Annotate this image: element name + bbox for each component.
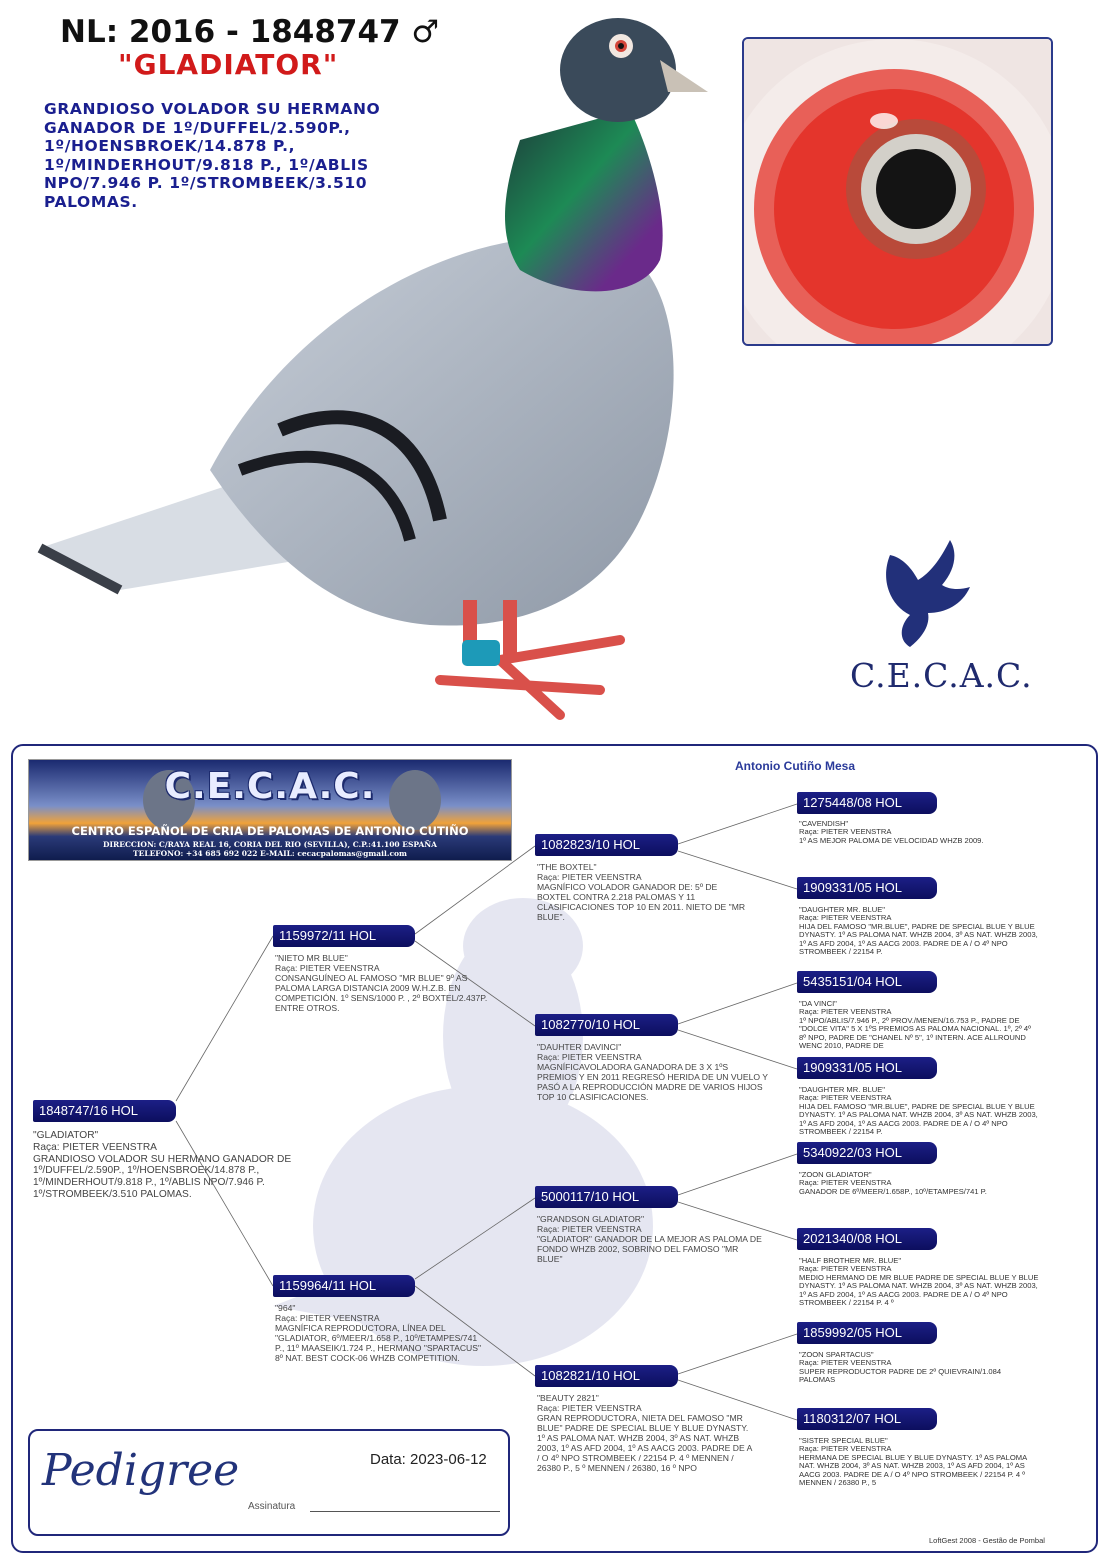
- gen4-ring: 1909331/05 HOL: [797, 1057, 937, 1079]
- gen4-line: SUPER REPRODUCTOR PADRE DE 2º QUIEVRAIN/1.084 PALOMAS: [799, 1366, 1002, 1385]
- dam-line: MAGNÍFICA REPRODUCTORA, LÍNEA DEL "GLADIATOR, 6º/MEER/1.658 P., 10º/ETAMPES/741 P., 11º MAASEIK/1.724 P., HERMANO "SPARTACUS" 8º NAT. BEST COCK-06 WHZB COMPETITION.: [275, 1323, 482, 1363]
- gen4-line: Raça: PIETER VEENSTRA: [799, 1358, 892, 1368]
- subject-line: Raça: PIETER VEENSTRA: [33, 1141, 157, 1153]
- dam-line: "964": [275, 1303, 296, 1313]
- ds-ring: 5000117/10 HOL: [535, 1186, 678, 1208]
- sire-info: [275, 953, 495, 1013]
- gen4-line: "ZOON GLADIATOR": [799, 1170, 872, 1179]
- dd-line: Raça: PIETER VEENSTRA: [537, 1403, 642, 1413]
- dd-ring: 1082821/10 HOL: [535, 1365, 678, 1387]
- gen4-ring: 2021340/08 HOL: [797, 1228, 937, 1250]
- gen4-ring: 5340922/03 HOL: [797, 1142, 937, 1164]
- dam-info: [275, 1303, 485, 1363]
- subject-line: "GLADIATOR": [33, 1130, 99, 1141]
- ds-info: [537, 1214, 762, 1264]
- sire-line: CONSANGUÍNEO AL FAMOSO "MR BLUE" 9º AS PALOMA LARGA DISTANCIA 2009 W.H.Z.B. EN COMPETICIÓN. 1º SENS/1000 P. , 2º BOXTEL/2.437P. ENTRE OTROS.: [275, 973, 488, 1013]
- gen4-info: [799, 820, 1039, 845]
- gen4-line: GANADOR DE 6º/MEER/1.658P., 10º/ETAMPES/741 P.: [799, 1186, 987, 1196]
- sire-ring: 1159972/11 HOL: [273, 925, 415, 947]
- subject-ring: 1848747/16 HOL: [33, 1100, 176, 1122]
- pedigree-date: Data: 2023-06-12: [370, 1451, 487, 1468]
- dd-info: [537, 1393, 755, 1473]
- ss-line: "THE BOXTEL": [537, 862, 597, 872]
- banner-address-line: DIRECCION: C/RAYA REAL 16, CORIA DEL RIO (SEVILLA), C.P.:41.100 ESPAÑA: [103, 840, 437, 849]
- gen4-line: "ZOON SPARTACUS": [799, 1350, 874, 1359]
- gen4-ring: 1275448/08 HOL: [797, 792, 937, 814]
- gen4-info: [799, 1257, 1039, 1307]
- gen4-line: Raça: PIETER VEENSTRA: [799, 827, 892, 837]
- sd-line: "DAUHTER DAVINCI": [537, 1042, 622, 1052]
- ss-line: Raça: PIETER VEENSTRA: [537, 872, 642, 882]
- hero-logo-text: C.E.C.A.C.: [850, 656, 1033, 695]
- eye-drawing: [744, 39, 1053, 346]
- gen4-line: 1º NPO/ABLIS/7.946 P., 2º PROV./MENEN/16.753 P., PADRE DE "DOLCE VITA" 5 X 1ºS PREMIOS AS PALOMA NACIONAL. 1º, 2º 4º 8º NPO, PADRE DE "CHANEL Nº 5", 1º INTERN. ACE ALLROUND WENC 2010, PADRE DE: [799, 1015, 1031, 1051]
- sd-info: [537, 1042, 769, 1102]
- gen4-line: 1º AS MEJOR PALOMA DE VELOCIDAD WHZB 2009.: [799, 835, 984, 845]
- sire-line: Raça: PIETER VEENSTRA: [275, 963, 380, 973]
- gen4-line: Raça: PIETER VEENSTRA: [799, 1007, 892, 1017]
- dove-logo-icon: [870, 535, 980, 655]
- gen4-ring: 1180312/07 HOL: [797, 1408, 937, 1430]
- dam-line: Raça: PIETER VEENSTRA: [275, 1313, 380, 1323]
- ss-info: [537, 862, 747, 922]
- ds-line: "GLADIATOR" GANADOR DE LA MEJOR AS PALOMA DE FONDO WHZB 2002, SOBRINO DEL FAMOSO "MR BLUE": [537, 1234, 762, 1264]
- dd-line: GRAN REPRODUCTORA, NIETA DEL FAMOSO "MR BLUE" PADRE DE SPECIAL BLUE Y BLUE DYNASTY. 1º AS PALOMA NAT. WHZB 2004, 3º AS NAT. WHZB 2003, 1º AS AFD 2004, 1º AS AACG 2003. PADRE DE A / O 4º NPO STROMBEEK / 22154 P. 4 º MENNEN / 26380 P., 5 º MENNEN / 26380, 16 º NPO: [537, 1413, 752, 1473]
- sd-line: MAGNÍFICAVOLADORA GANADORA DE 3 X 1ºS PREMIOS Y EN 2011 REGRESÓ HERIDA DE UN VUELO Y PASÓ A LA REPRODUCCIÓN MADRE DE VARIOS HIJOS TOP 10 CLASIFICACIONES.: [537, 1062, 768, 1102]
- gen4-line: "CAVENDISH": [799, 819, 849, 828]
- gen4-line: HIJA DEL FAMOSO "MR.BLUE", PADRE DE SPECIAL BLUE Y BLUE DYNASTY. 1º AS PALOMA NAT. WHZB 2004, 3º AS NAT. WHZB 2003, 1º AS AFD 2004, 1º AS AACG 2003. PADRE DE A / O 4º NPO STROMBEEK / 22154 P.: [799, 1101, 1038, 1137]
- gen4-line: HERMANA DE SPECIAL BLUE Y BLUE DYNASTY. 1º AS PALOMA NAT. WHZB 2004, 3º AS NAT. WHZB 2003, 1º AS AFD 2004, 1º AS AACG 2003. PADRE DE A / O 4º NPO STROMBEEK / 22154 P. 4 º MENNEN / 26380 P., 5: [799, 1452, 1027, 1488]
- gen4-line: Raça: PIETER VEENSTRA: [799, 1264, 892, 1274]
- software-footer: LoftGest 2008 - Gestão de Pombal: [929, 1536, 1045, 1545]
- gen4-line: "DA VINCI": [799, 1000, 837, 1008]
- gen4-line: "DAUGHTER MR. BLUE": [799, 1085, 885, 1094]
- gen4-line: "HALF BROTHER MR. BLUE": [799, 1256, 902, 1265]
- signature-line[interactable]: [310, 1511, 500, 1512]
- sd-ring: 1082770/10 HOL: [535, 1014, 678, 1036]
- pigeon-name: "GLADIATOR": [118, 48, 339, 81]
- ring-number-title: NL: 2016 - 1848747 ♂: [60, 14, 440, 50]
- hero-section: [0, 0, 1120, 730]
- dam-ring: 1159964/11 HOL: [273, 1275, 415, 1297]
- gen4-ring: 1909331/05 HOL: [797, 877, 937, 899]
- banner-contact-line: TELEFONO: +34 685 692 022 E-MAIL: cecacpalomas@gmail.com: [133, 849, 407, 858]
- subject-line: GRANDIOSO VOLADOR SU HERMANO GANADOR DE 1º/DUFFEL/2.590P., 1º/HOENSBROEK/14.878 P., 1º/MINDERHOUT/9.818 P., 1º/ABLIS NPO/7.946 P. 1º/STROMBEEK/3.510 PALOMAS.: [33, 1153, 292, 1200]
- gen4-info: [799, 1000, 1039, 1058]
- banner-title: C.E.C.A.C.: [164, 766, 376, 807]
- gen4-line: "SISTER SPECIAL BLUE": [799, 1436, 888, 1445]
- pedigree-sheet: [11, 744, 1098, 1553]
- gen4-info: [799, 1171, 1039, 1196]
- gen4-ring: 1859992/05 HOL: [797, 1322, 937, 1344]
- gen4-line: Raça: PIETER VEENSTRA: [799, 1178, 892, 1188]
- signature-label: Assinatura: [248, 1501, 296, 1512]
- pigeon-eye-photo: [742, 37, 1053, 346]
- hero-description: GRANDIOSO VOLADOR SU HERMANO GANADOR DE 1º/DUFFEL/2.590P., 1º/HOENSBROEK/14.878 P., 1º/MINDERHOUT/9.818 P., 1º/ABLIS NPO/7.946 P. 1º/STROMBEEK/3.510 PALOMAS.: [44, 100, 381, 211]
- gen4-line: Raça: PIETER VEENSTRA: [799, 913, 892, 923]
- banner-subtitle: CENTRO ESPAÑOL DE CRIA DE PALOMAS DE ANTONIO CUTIÑO: [71, 824, 469, 838]
- gen4-line: Raça: PIETER VEENSTRA: [799, 1093, 892, 1103]
- ss-line: MAGNÍFICO VOLADOR GANADOR DE: 5º DE BOXTEL CONTRA 2.218 PALOMAS Y 11 CLASIFICACIONES TOP 10 EN 2011. NIETO DE "MR BLUE".: [537, 882, 746, 922]
- gen4-line: "DAUGHTER MR. BLUE": [799, 905, 885, 914]
- gen4-ring: 5435151/04 HOL: [797, 971, 937, 993]
- ss-ring: 1082823/10 HOL: [535, 834, 678, 856]
- owner-name: Antonio Cutiño Mesa: [735, 759, 855, 773]
- gen4-info: [799, 1351, 1039, 1385]
- gen4-line: Raça: PIETER VEENSTRA: [799, 1444, 892, 1454]
- subject-info: [33, 1130, 323, 1201]
- dd-line: "BEAUTY 2821": [537, 1393, 599, 1403]
- ds-line: Raça: PIETER VEENSTRA: [537, 1224, 642, 1234]
- sd-line: Raça: PIETER VEENSTRA: [537, 1052, 642, 1062]
- gen4-info: [799, 1086, 1039, 1136]
- gen4-line: MEDIO HERMANO DE MR BLUE PADRE DE SPECIAL BLUE Y BLUE DYNASTY. 1º AS PALOMA NAT. WHZB 2004, 3º AS NAT. WHZB 2003, 1º AS AFD 2004, 1º AS AACG 2003. PADRE DE A / O 4º NPO STROMBEEK / 22154 P. 4 º: [799, 1272, 1039, 1308]
- gen4-info: [799, 1437, 1039, 1487]
- sire-line: "NIETO MR BLUE": [275, 953, 348, 963]
- pedigree-script-title: Pedigree: [42, 1445, 240, 1496]
- pigeon-photo: [0, 0, 740, 730]
- gen4-info: [799, 906, 1039, 956]
- ds-line: "GRANDSON GLADIATOR": [537, 1214, 645, 1224]
- signature-box: [28, 1429, 510, 1536]
- gen4-line: HIJA DEL FAMOSO "MR.BLUE", PADRE DE SPECIAL BLUE Y BLUE DYNASTY. 1º AS PALOMA NAT. WHZB 2004, 3º AS NAT. WHZB 2003, 1º AS AFD 2004, 1º AS AACG 2003. PADRE DE A / O 4º NPO STROMBEEK / 22154 P.: [799, 921, 1038, 957]
